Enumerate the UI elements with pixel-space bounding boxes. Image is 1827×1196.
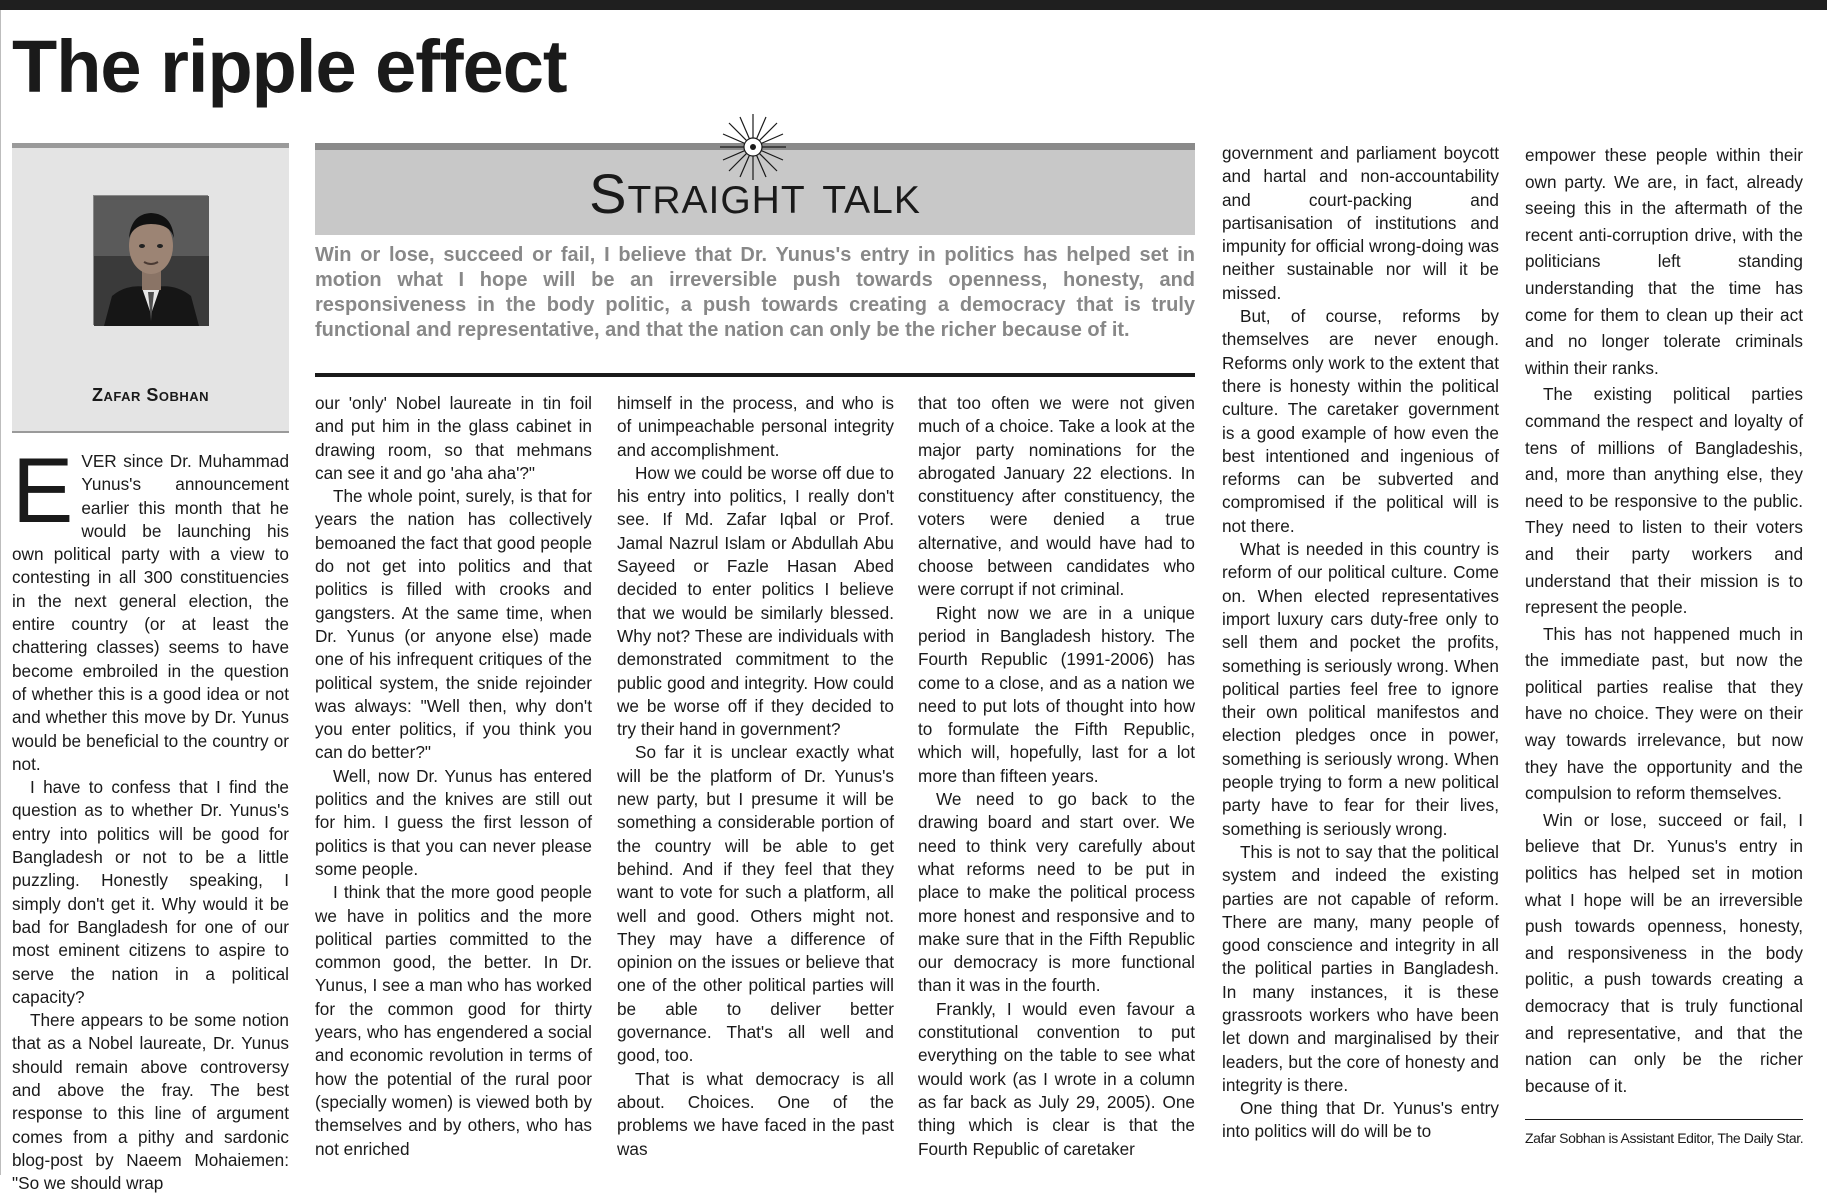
article-paragraph: Well, now Dr. Yunus has entered politics and the knives are still out for him. I guess the first lesson of politics is that you can never please some people.	[315, 765, 592, 879]
banner-title: Straight talk	[589, 162, 921, 225]
article-paragraph: We need to go back to the drawing board and start over. We need to think very carefully about what reforms need to be put in place to make the political process more honest and responsive and to make sure that in the Fifth Republic our democracy is more functional than it was in the fourth.	[918, 789, 1195, 996]
article-paragraph: himself in the process, and who is of unimpeachable personal integrity and accomplishment.	[617, 393, 894, 460]
deck-summary: Win or lose, succeed or fail, I believe that Dr. Yunus's entry in politics has helped set in motion what I hope will be an irreversible push towards openness, honesty, and responsiveness in the body politic, a push towards creating a democracy that is truly functional and representative, and that the nation can only be the richer because of it.	[315, 244, 1195, 341]
article-paragraph: This has not happened much in the immediate past, but now the political parties realise that they have no choice. They were on their way towards irrelevance, but now they have the opportunity and the compulsion to reform themselves.	[1525, 623, 1803, 804]
article-column-5	[1222, 142, 1499, 1172]
top-rule	[0, 0, 1827, 10]
article-column-1	[12, 440, 289, 1194]
author-name: Zafar Sobhan	[91, 385, 210, 405]
article-paragraph: But, of course, reforms by themselves are never enough. Reforms only work to the extent that there is honesty within the political culture. The caretaker government is a good example of how even the best intentioned and ingenious of reforms can be subverted and compromised if the political will is not there.	[1222, 306, 1499, 536]
author-credit: Zafar Sobhan is Assistant Editor, The Daily Star.	[1525, 1130, 1804, 1146]
article-paragraph: What is needed in this country is reform of our political culture. Come on. When elected representatives import luxury cars duty-free only to sell them and pocket the profits, something is seriously wrong. When political parties feel free to ignore their own political manifestos and election pledges once in power, something is seriously wrong. When people trying to form a new political party have to fear for their lives, something is seriously wrong.	[1222, 539, 1499, 839]
article-paragraph: I have to confess that I find the question as to whether Dr. Yunus's entry into politics will be good for Bangladesh or not to be a little puzzling. Honestly speaking, I simply don't get it. Why would it be bad for Bangladesh for one of our most eminent citizens to aspire to serve the nation in a political capacity?	[12, 777, 289, 1007]
article-paragraph: Win or lose, succeed or fail, I believe that Dr. Yunus's entry in politics has helped set in motion what I hope will be an irreversible push towards openness, honesty, and responsiveness in the body politic, a push towards creating a democracy that is truly functional and representative, and that the nation can only be the richer because of it.	[1525, 809, 1803, 1096]
deck-rule	[315, 373, 1195, 377]
article-paragraph: Frankly, I would even favour a constitutional convention to put everything on the table to see what would work (as I wrote in a column as far back as July 29, 2005). One thing which is clear is that the Fourth Republic of caretaker	[918, 998, 1195, 1159]
article-paragraph: This is not to say that the political system and indeed the existing parties are not capable of reform. There are many, many people of good conscience and integrity in all the political parties in Bangladesh. In many instances, it is these grassroots workers who have been let down and marginalised by their leaders, but the core of honesty and integrity is there.	[1222, 841, 1499, 1095]
article-paragraph: government and parliament boycott and hartal and non-accountability and court-packing and partisanisation of institutions and impunity for official wrong-doing was neither sustainable nor will it be missed.	[1222, 143, 1499, 303]
left-margin-rule	[0, 10, 1, 1175]
article-paragraph: EVER since Dr. Muhammad Yunus's announcement earlier this month that he would be launching his own political party with a view to contesting in all 300 constituencies in the next general election, the entire country (or at least the chattering classes) seems to have become embroiled in the question of whether this is a good idea or not and whether this move by Dr. Yunus would be beneficial to the country or not.	[12, 440, 289, 774]
author-photo	[93, 195, 208, 325]
article-paragraph: One thing that Dr. Yunus's entry into politics will do will be to	[1222, 1098, 1499, 1142]
article-paragraph: our 'only' Nobel laureate in tin foil and put him in the glass cabinet in drawing room, so that mehmans can see it and go 'aha aha'?"	[315, 393, 592, 483]
article-column-3	[617, 392, 894, 1172]
article-paragraph: empower these people within their own party. We are, in fact, already seeing this in the aftermath of the recent anti-corruption drive, with the politicians left standing understanding that the time has come for them to clean up their act and no longer tolerate criminals within their ranks.	[1525, 145, 1803, 378]
article-paragraph: That is what democracy is all about. Choices. One of the problems we have faced in the past was	[617, 1068, 894, 1159]
article-column-6	[1525, 142, 1803, 1099]
article-paragraph: How we could be worse off due to his entry into politics, I really don't see. If Md. Zafar Iqbal or Prof. Jamal Nazrul Islam or Abdullah Abu Sayeed or Fazle Hasan Abed decided to enter politics I believe that we would be similarly blessed. Why not? These are individuals with demonstrated commitment to the public good and integrity. How could we be worse off if they decided to try their hand in government?	[617, 462, 894, 740]
headline: The ripple effect	[12, 25, 567, 108]
credit-rule	[1525, 1119, 1803, 1120]
article-paragraph: There appears to be some notion that as a Nobel laureate, Dr. Yunus should remain above controversy and above the fray. The best response to this line of argument comes from a pithy and sardonic blog-post by Naeem Mohaiemen: "So we should wrap	[12, 1010, 289, 1194]
article-column-4	[918, 392, 1195, 1172]
article-column-2	[315, 392, 592, 1172]
article-paragraph: that too often we were not given much of a choice. Take a look at the major party nominations for the abrogated January 22 elections. In constituency after constituency, the voters were denied a true alternative, and would have had to choose between candidates who were corrupt if not criminal.	[918, 393, 1195, 600]
article-paragraph: So far it is unclear exactly what will be the platform of Dr. Yunus's new party, but I presume it will be something a considerable portion of the country will be able to get behind. And if they feel that they want to vote for such a platform, all well and good. Others might not. They may have a difference of opinion on the issues or believe that one of the other political parties will be able to deliver better governance. That's all well and good, too.	[617, 742, 894, 1066]
starburst-icon	[718, 112, 788, 182]
article-paragraph: The existing political parties command the respect and loyalty of tens of millions of Bangladeshis, and, more than anything else, they need to be responsive to the public. They need to listen to their voters and their party workers and understand that their mission is to represent the people.	[1525, 384, 1803, 618]
article-paragraph: I think that the more good people we have in politics and the more political parties committed to the common good, the better. In Dr. Yunus, I see a man who has worked for the common good for thirty years, who has engendered a social and economic revolution in terms of how the potential of the rural poor (specially women) is viewed both by themselves and by others, who has not enriched	[315, 882, 592, 1159]
article-paragraph: The whole point, surely, is that for years the nation has collectively bemoaned the fact that good people do not get into politics and that politics is filled with crooks and gangsters. At the same time, when Dr. Yunus (or anyone else) made one of his infrequent critiques of the political system, the snide rejoinder was always: "Well then, why don't you enter politics, if you think you can do better?"	[315, 486, 592, 763]
drop-cap: E	[12, 440, 74, 542]
article-paragraph: Right now we are in a unique period in Bangladesh history. The Fourth Republic (1991-2006) has come to a close, and as a nation we need to put lots of thought into how to formulate the Fifth Republic, which will, hopefully, last for a lot more than fifteen years.	[918, 602, 1195, 786]
author-box	[12, 143, 289, 433]
